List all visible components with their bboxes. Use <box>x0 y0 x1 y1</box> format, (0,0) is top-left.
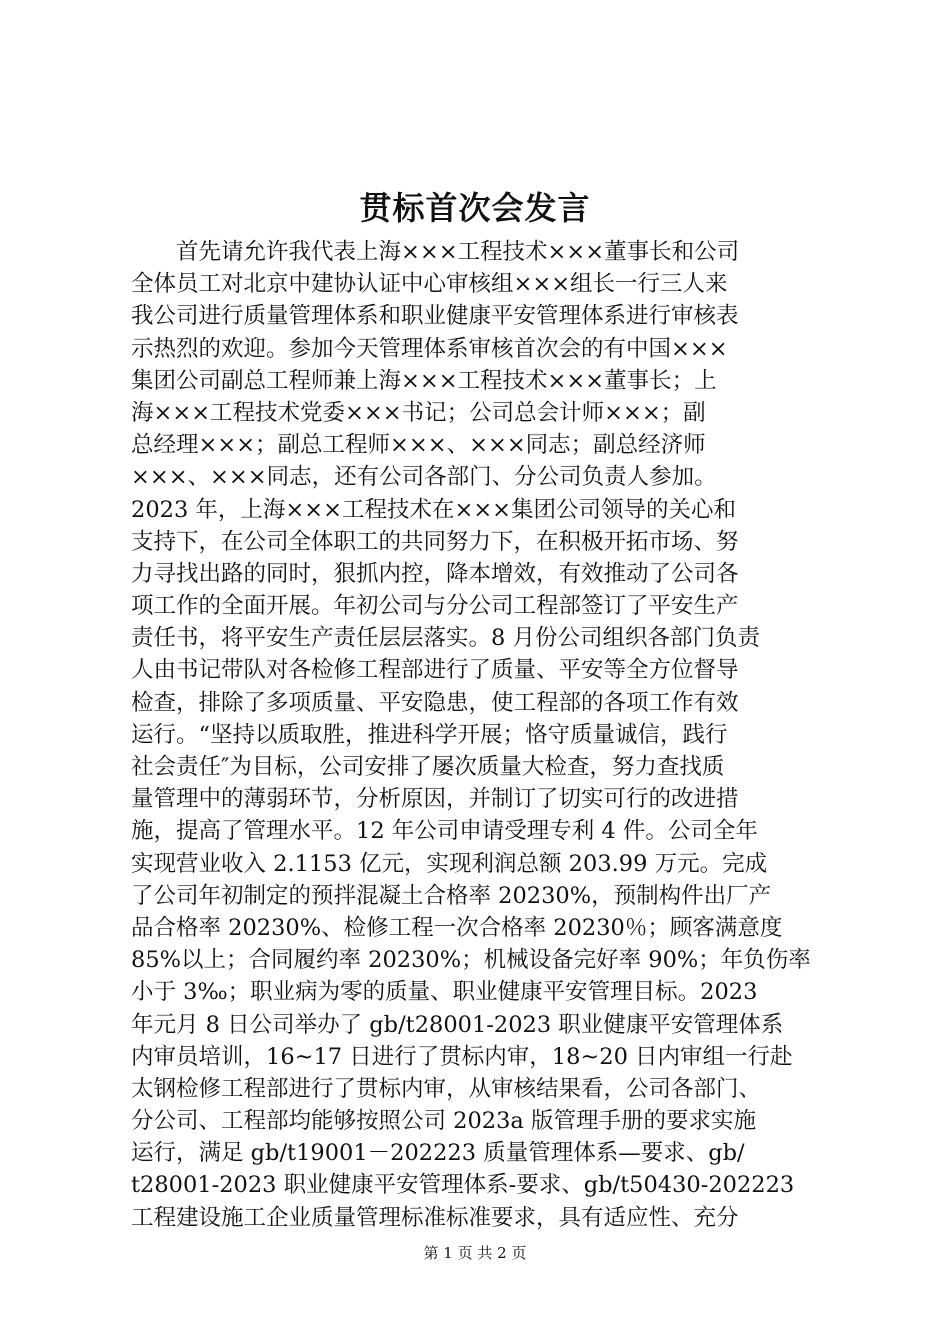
text-line: 社会责任″为目标，公司安排了屡次质量大检查，努力查找质 <box>131 754 725 780</box>
body-text <box>131 236 831 1234</box>
text-line: 示热烈的欢迎。参加今天管理体系审核首次会的有中国××× <box>131 335 728 362</box>
text-line: 全体员工对北京中建协认证中心审核组×××组长一行三人来 <box>131 271 728 298</box>
text-line: 太钢检修工程部进行了贯标内审，从审核结果看，公司各部门、 <box>131 1075 762 1102</box>
text-line: 工程建设施工企业质量管理标准标准要求，具有适应性、充分 <box>131 1204 739 1231</box>
text-line: 我公司进行质量管理体系和职业健康平安管理体系进行审核表 <box>131 303 739 330</box>
text-line: 责任书，将平安生产责任层层落实。8 月份公司组织各部门负责 <box>131 625 760 652</box>
text-line: 内审员培训，16~17 日进行了贯标内审，18~20 日内审组一行赴 <box>131 1043 793 1070</box>
text-line: 量管理中的薄弱环节，分析原因，并制订了切实可行的改进措 <box>131 786 739 813</box>
text-line: 检查，排除了多项质量、平安隐患，使工程部的各项工作有效 <box>131 689 739 716</box>
text-line: 首先请允许我代表上海×××工程技术×××董事长和公司 <box>131 239 740 265</box>
page-number-footer: 第 1 页 共 2 页 <box>423 1244 527 1262</box>
text-line: 85%以上；合同履约率 20230%；机械设备完好率 90%；年负伤率 <box>131 947 811 974</box>
text-line: 小于 3‰；职业病为零的质量、职业健康平安管理目标。2023 <box>131 979 758 1006</box>
text-line: ×××、×××同志，还有公司各部门、分公司负责人参加。 <box>131 464 717 491</box>
text-line: 集团公司副总工程师兼上海×××工程技术×××董事长；上 <box>131 367 717 394</box>
text-line: 施，提高了管理水平。12 年公司申请受理专利 4 件。公司全年 <box>131 818 758 845</box>
text-line: t28001-2023 职业健康平安管理体系-要求、gb/t50430-202223 <box>131 1172 795 1199</box>
text-line: 项工作的全面开展。年初公司与分公司工程部签订了平安生产 <box>131 593 739 620</box>
text-line: 分公司、工程部均能够按照公司 2023a 版管理手册的要求实施 <box>131 1108 756 1135</box>
text-line: 运行，满足 gb/t19001－202223 质量管理体系—要求、gb/ <box>131 1140 745 1167</box>
text-line: 人由书记带队对各检修工程部进行了质量、平安等全方位督导 <box>131 657 739 684</box>
text-line: 运行。“坚持以质取胜，推进科学开展；恪守质量诚信，践行 <box>131 721 728 748</box>
text-line: 总经理×××；副总工程师×××、×××同志；副总经济师 <box>131 432 706 459</box>
text-line: 支持下，在公司全体职工的共同努力下，在积极开拓市场、努 <box>131 528 739 555</box>
text-line: 年元月 8 日公司举办了 gb/t28001-2023 职业健康平安管理体系 <box>131 1011 784 1038</box>
text-line: 实现营业收入 2.1153 亿元，实现利润总额 203.99 万元。完成 <box>131 850 768 877</box>
text-line: 2023 年，上海×××工程技术在×××集团公司领导的关心和 <box>131 496 737 523</box>
text-line: 了公司年初制定的预拌混凝土合格率 20230%，预制构件出厂产 <box>131 882 772 909</box>
text-line: 力寻找出路的同时，狠抓内控，降本增效，有效推动了公司各 <box>131 560 739 587</box>
text-line: 品合格率 20230%、检修工程一次合格率 20230％；顾客满意度 <box>131 914 783 941</box>
text-line: 海×××工程技术党委×××书记；公司总会计师×××；副 <box>131 399 706 426</box>
page-title: 贯标首次会发言 <box>359 189 591 227</box>
